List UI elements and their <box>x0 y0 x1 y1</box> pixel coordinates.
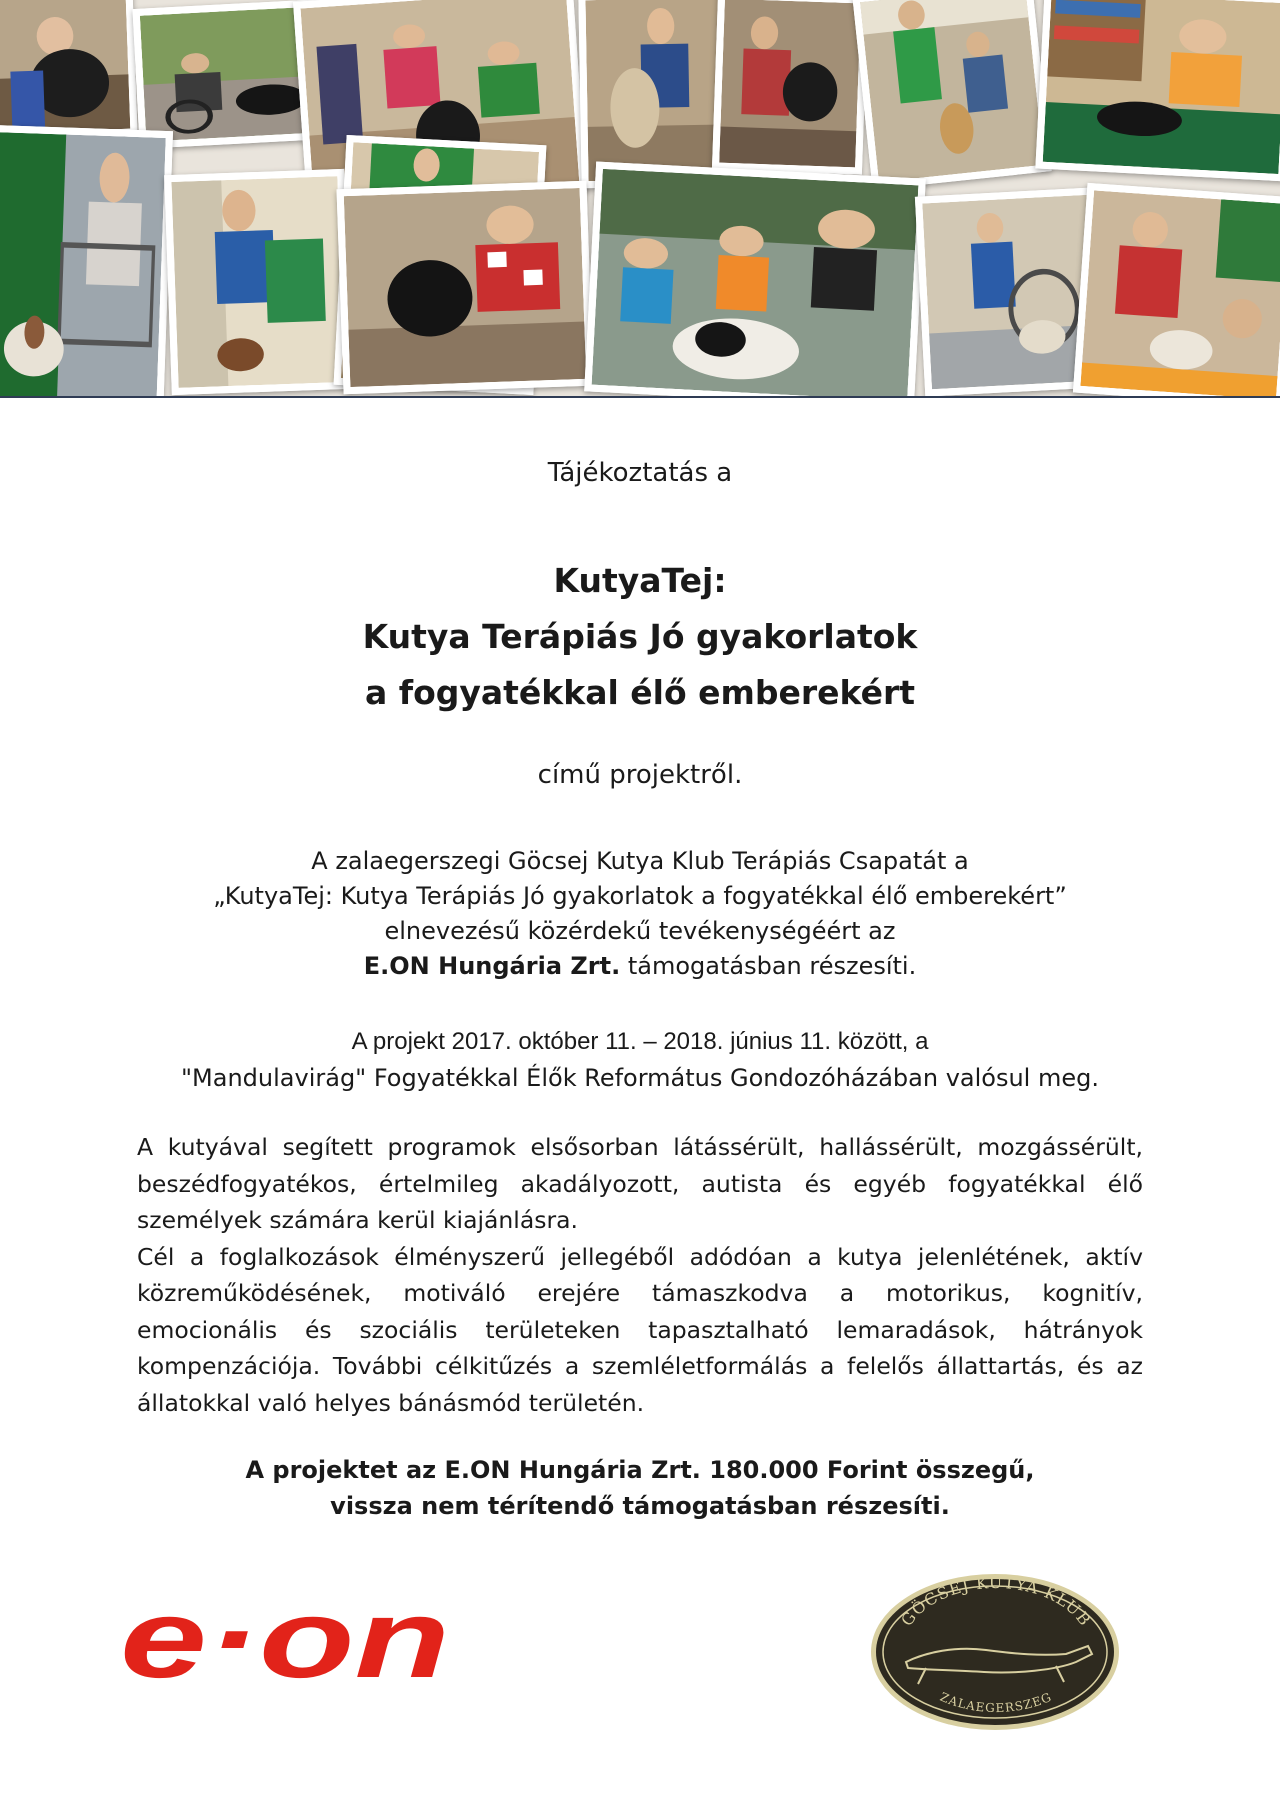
sponsor-name: E.ON Hungária Zrt. <box>363 952 621 980</box>
eon-logo-text: e·on <box>120 1585 450 1695</box>
period-line-1 <box>0 1023 1280 1060</box>
funding-line-1: A projektet az E.ON Hungária Zrt. 180.000 Forint összegű, <box>245 1456 1035 1484</box>
collage-photo <box>712 0 868 175</box>
funding-statement <box>0 1452 1280 1524</box>
support-statement <box>0 844 1280 984</box>
description-paragraph-2: Cél a foglalkozások élményszerű jellegéből adódóan a kutya jelenlétének, aktív közreműködésének, motiváló erejére támaszkodva a motorikus, kognitív, emocionális és szociális területeken tapasztalható lemaradások, hátrányok kompenzációja. További célkitűzés a szemléletformálás a felelős állattartás, és az állatokkal való helyes bánásmód területén. <box>137 1242 1143 1417</box>
support-line-4 <box>0 949 1280 984</box>
support-line-1: A zalaegerszegi Göcsej Kutya Klub Terápiás Csapatát a <box>311 847 969 875</box>
collage-photo <box>0 125 173 398</box>
project-description <box>137 1129 1143 1421</box>
title-line-3: a fogyatékkal élő emberekért <box>364 673 916 712</box>
period-prefix: A projekt <box>351 1028 452 1055</box>
description-paragraph-1: A kutyával segített programok elsősorban látássérült, hallássérült, mozgássérült, beszédfogyatékos, értelmileg akadályozott, autista és egyéb fogyatékkal élő személyek számára kerül kiajánlásra. <box>137 1133 1143 1234</box>
collage-photo <box>578 0 731 188</box>
collage-divider <box>0 396 1280 398</box>
collage-photo <box>852 0 1051 190</box>
project-period <box>0 1023 1280 1096</box>
gocsej-kutya-klub-logo <box>866 1570 1124 1735</box>
eon-logo <box>120 1585 460 1695</box>
collage-photo <box>336 181 593 395</box>
project-title <box>0 553 1280 721</box>
subtitle-line: című projektről. <box>537 760 743 790</box>
collage-photo <box>1073 183 1280 398</box>
support-line-4-rest: támogatásban részesíti. <box>627 952 917 980</box>
title-line-1: KutyaTej: <box>553 561 727 600</box>
period-dates: 2017. október 11. – 2018. június 11. <box>451 1028 832 1055</box>
collage-photo <box>584 162 926 398</box>
collage-photo <box>1035 0 1280 181</box>
klub-logo-top-text: GÖCSEJ KUTYA KLUB <box>897 1572 1095 1630</box>
photo-collage <box>0 0 1280 398</box>
period-mid: között, a <box>831 1028 929 1055</box>
title-line-2: Kutya Terápiás Jó gyakorlatok <box>362 617 918 656</box>
collage-photo <box>164 169 352 395</box>
klub-logo-bottom-text: ZALAEGERSZEG <box>937 1689 1055 1716</box>
support-line-2: „KutyaTej: Kutya Terápiás Jó gyakorlatok a fogyatékkal élő emberekért” <box>213 882 1067 910</box>
funding-line-2: vissza nem térítendő támogatásban részesíti. <box>330 1492 950 1520</box>
period-line-2: "Mandulavirág" Fogyatékkal Élők Református Gondozóházában valósul meg. <box>181 1064 1099 1092</box>
collage-photo <box>0 0 138 140</box>
support-line-3: elnevezésű közérdekű tevékenységéért az <box>384 917 896 945</box>
intro-line: Tájékoztatás a <box>547 458 733 488</box>
